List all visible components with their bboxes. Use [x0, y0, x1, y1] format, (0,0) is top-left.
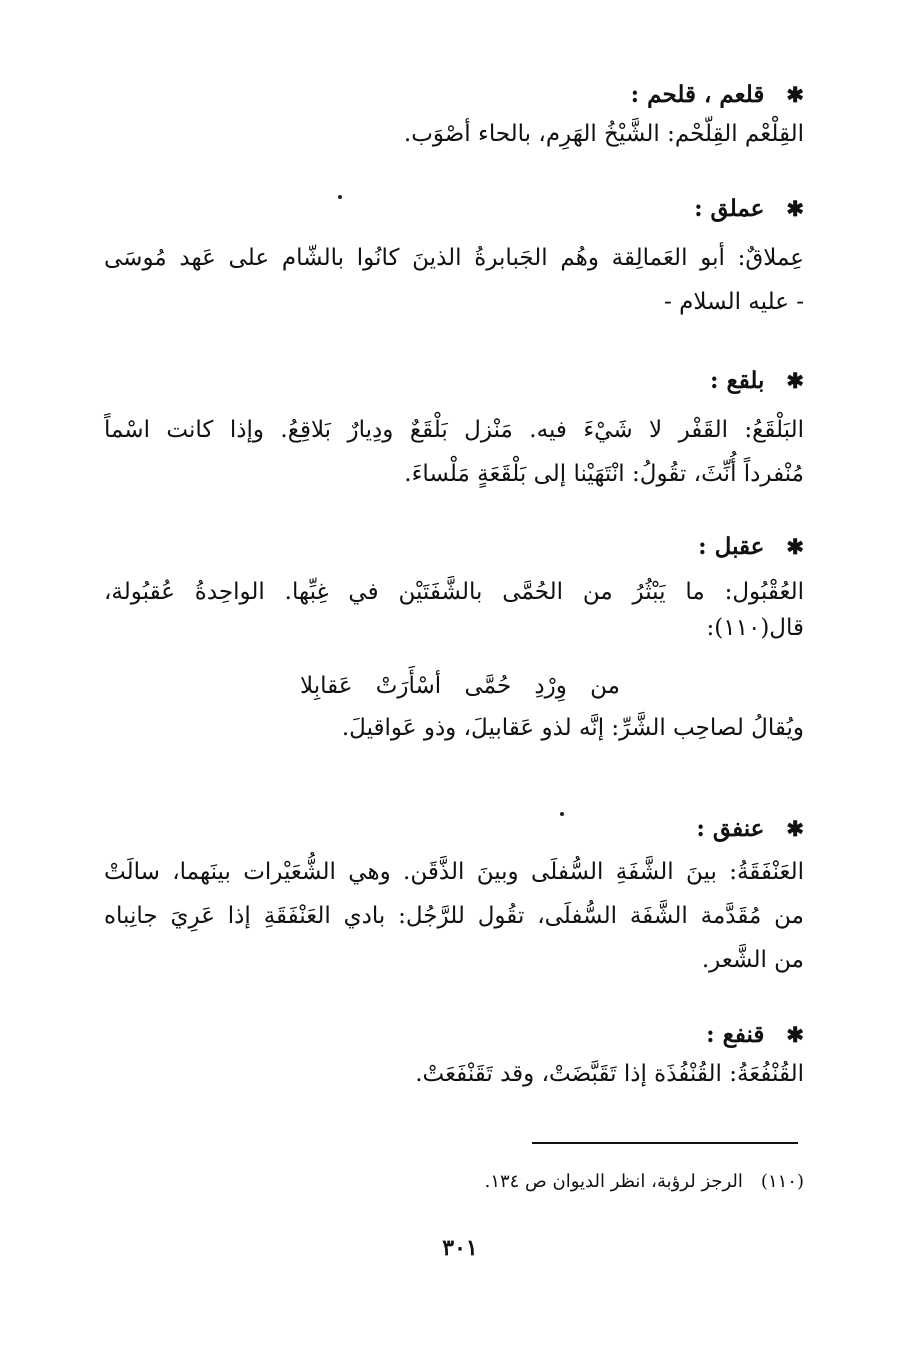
entry-anfaq: [104, 812, 804, 982]
page-number: ٣٠١: [442, 1235, 478, 1261]
entry-line: القِلْعْم القِلّحْم: الشَّيْخُ الهَرِم، بالحاء أصْوَب.: [403, 121, 804, 147]
footnote-number: (١١٠): [760, 1171, 804, 1192]
entry-line: مُنْفرداً أُنِّثَ، تقُولُ: انْتَهَيْنا إلى بَلْقَعَةٍ مَلْساءَ.: [404, 461, 804, 487]
asterisk-icon: ✱: [786, 82, 804, 107]
entry-heading: ✱قنفع :: [104, 1018, 804, 1052]
entry-heading: ✱عقبل :: [104, 530, 804, 564]
entry-heading: ✱عنفق :: [104, 812, 804, 846]
entry-heading: ✱بلقع :: [104, 364, 804, 398]
asterisk-icon: ✱: [786, 196, 804, 221]
entry-heading: ✱قلعم ، قلحم :: [104, 78, 804, 112]
entry-line: العَنْفَقَةُ: بينَ الشَّفَةِ السُّفلَى وبينَ الذَّقَن. وهي الشُّعَيْرات بينَهما، سالَتْ: [104, 859, 804, 885]
poem-verse: من وِرْدِ حُمَّى أسْأَرَتْ عَقابِلا: [300, 673, 620, 699]
entry-amlaq: [104, 192, 804, 324]
footnote-text: الرجز لرؤبة، انظر الديوان ص ١٣٤.: [484, 1171, 743, 1192]
entry-line: قال(١١٠):: [706, 615, 804, 641]
entry-line: من مُقَدَّمة الشَّفَة السُّفلَى، تقُول للرَّجُل: بادي العَنْفَقَةِ إذا عَرِيَ جانِباه: [104, 903, 804, 929]
entry-aqbal: [104, 530, 804, 650]
entry-line: - عليه السلام -: [664, 289, 804, 315]
entry-qalam: [104, 78, 804, 156]
entry-line: القُنْفُعَةُ: القُنْفُذَة إذا تَقَبَّضَتْ، وقد تَقَنْفَعَتْ.: [415, 1061, 804, 1087]
entry-heading: ✱عملق :: [104, 192, 804, 226]
entry-line: عِملاقٌ: أبو العَمالِقة وهُم الجَبابرةُ الذينَ كانُوا بالشّام على عَهد مُوسَى: [104, 245, 804, 271]
entry-aqbal-continued: [104, 706, 804, 750]
entry-line: البَلْقَعُ: القَفْر لا شَيْءَ فيه. مَنْزل بَلْقَعٌ ودِيارٌ بَلاقِعُ. وإذا كانت اسْماً: [104, 417, 804, 443]
page-speck: [338, 195, 342, 199]
footnote: [304, 1168, 804, 1196]
entry-line: العُقْبُول: ما يَبْثُرُ من الحُمَّى بالشَّفَتَيْن في غِبِّها. الواحِدةُ عُقبُولة،: [104, 579, 804, 605]
asterisk-icon: ✱: [786, 368, 804, 393]
footnote-divider: [532, 1142, 798, 1144]
asterisk-icon: ✱: [786, 816, 804, 841]
asterisk-icon: ✱: [786, 1022, 804, 1047]
entry-balqa: [104, 364, 804, 496]
entry-line: من الشَّعر.: [701, 947, 804, 973]
entry-qanfa: [104, 1018, 804, 1096]
asterisk-icon: ✱: [786, 534, 804, 559]
entry-line: ويُقالُ لصاحِب الشَّرِّ: إنَّه لذو عَقابيلَ، وذو عَواقيلَ.: [341, 715, 804, 741]
